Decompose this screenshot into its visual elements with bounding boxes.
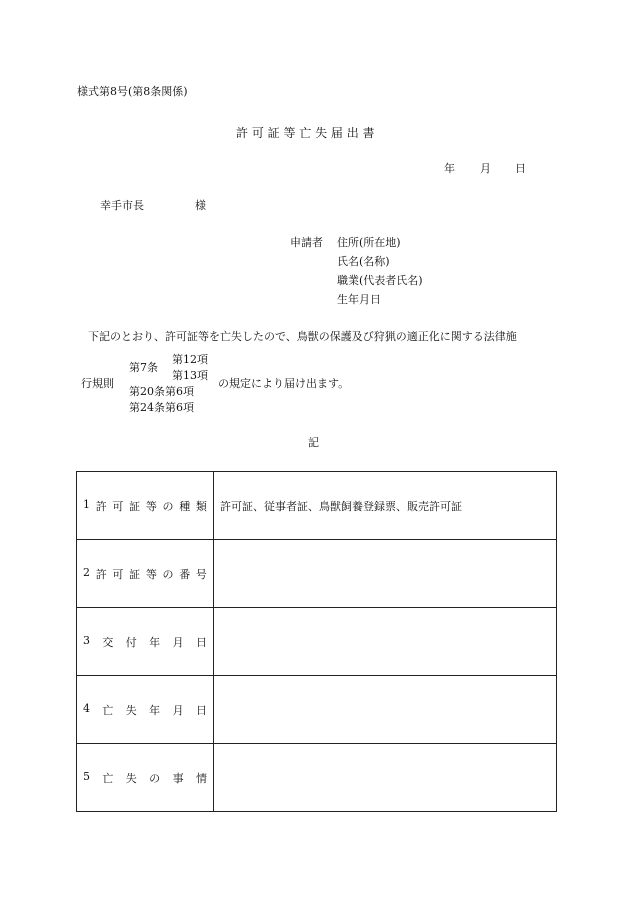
- body-line-2-suffix: の規定により届け出ます。: [218, 377, 350, 390]
- row-value-cell[interactable]: [214, 540, 557, 608]
- ki-heading: 記: [308, 436, 319, 449]
- page-title: 許 可 証 等 亡 失 届 出 書: [236, 126, 375, 140]
- applicant-heading: 申請者: [290, 236, 323, 249]
- addressee-honorific: 様: [195, 199, 206, 212]
- row-number: 3: [83, 633, 90, 647]
- addressee-name: 幸手市長: [100, 199, 144, 212]
- row-number: 2: [83, 565, 90, 579]
- row-value-cell[interactable]: 許可証、従事者証、鳥獣飼養登録票、販売許可証: [214, 472, 557, 540]
- row-value-cell[interactable]: [214, 608, 557, 676]
- table-row: [77, 744, 557, 812]
- row-number: 4: [83, 701, 90, 715]
- paragraph-13: 第13項: [172, 369, 208, 382]
- row-value-cell[interactable]: [214, 744, 557, 812]
- table-row: [77, 472, 557, 540]
- row-value-cell[interactable]: [214, 676, 557, 744]
- body-line-2-prefix: 行規則: [81, 377, 114, 390]
- table-row: [77, 676, 557, 744]
- applicant-address-label: 住所(所在地): [337, 236, 401, 249]
- article-24: 第24条第6項: [129, 401, 194, 414]
- row-label-cell: 1 許 可 証 等 の 種 類: [77, 472, 214, 540]
- table-row: [77, 608, 557, 676]
- row-label-cell: 4 亡 失 年 月 日: [77, 676, 214, 744]
- form-code: 様式第8号(第8条関係): [77, 85, 188, 98]
- row-label-cell: 5 亡 失 の 事 情: [77, 744, 214, 812]
- row-label-cell: 2 許 可 証 等 の 番 号: [77, 540, 214, 608]
- article-7: 第7条: [129, 361, 158, 374]
- date-day-label: 日: [515, 162, 526, 175]
- date-month-label: 月: [480, 162, 491, 175]
- table-row: [77, 540, 557, 608]
- applicant-birthdate-label: 生年月日: [337, 293, 381, 306]
- row-number: 1: [83, 497, 90, 511]
- body-line-1: 下記のとおり、許可証等を亡失したので、鳥獣の保護及び狩猟の適正化に関する法律施: [88, 330, 517, 343]
- row-label-cell: 3 交 付 年 月 日: [77, 608, 214, 676]
- detail-table: [76, 471, 557, 812]
- applicant-name-label: 氏名(名称): [337, 255, 390, 268]
- date-year-label: 年: [444, 162, 455, 175]
- row-number: 5: [83, 769, 90, 783]
- applicant-occupation-label: 職業(代表者氏名): [337, 274, 423, 287]
- article-20: 第20条第6項: [129, 385, 194, 398]
- paragraph-12: 第12項: [172, 353, 208, 366]
